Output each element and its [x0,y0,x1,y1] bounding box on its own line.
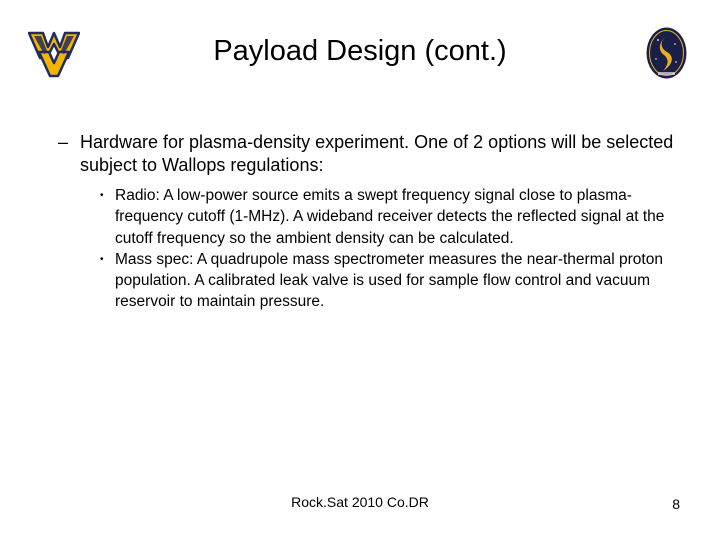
slide-body [58,131,688,313]
sub-bullet-item [100,185,688,249]
sub-bullet-text: Mass spec: A quadrupole mass spectrometer measures the near-thermal proton population. A calibrated leak valve is used for sample flow control and vacuum reservoir to maintain pressure. [115,250,663,311]
slide-footer: Rock.Sat 2010 Co.DR [291,494,429,510]
slide-title: Payload Design (cont.) [213,35,507,67]
bullet-dot-icon: • [100,190,104,201]
main-bullet [58,131,688,177]
bullet-dot-icon: • [100,253,104,265]
sub-bullet-text: Radio: A low-power source emits a swept frequency signal close to plasma-frequency cutoff (1-MHz). A wideband receiver detects the reflected signal at the cutoff frequency so the ambient density can be calculated. [115,187,665,247]
sub-bullet-item [100,249,688,313]
main-bullet-text: Hardware for plasma-density experiment. One of 2 options will be selected subject to Wallops regulations: [80,132,674,175]
sub-bullet-list [58,185,688,313]
dash-marker: – [58,132,69,152]
wvu-logo-icon [28,30,80,78]
space-grant-seal-icon [645,26,688,80]
page-number: 8 [672,496,680,512]
